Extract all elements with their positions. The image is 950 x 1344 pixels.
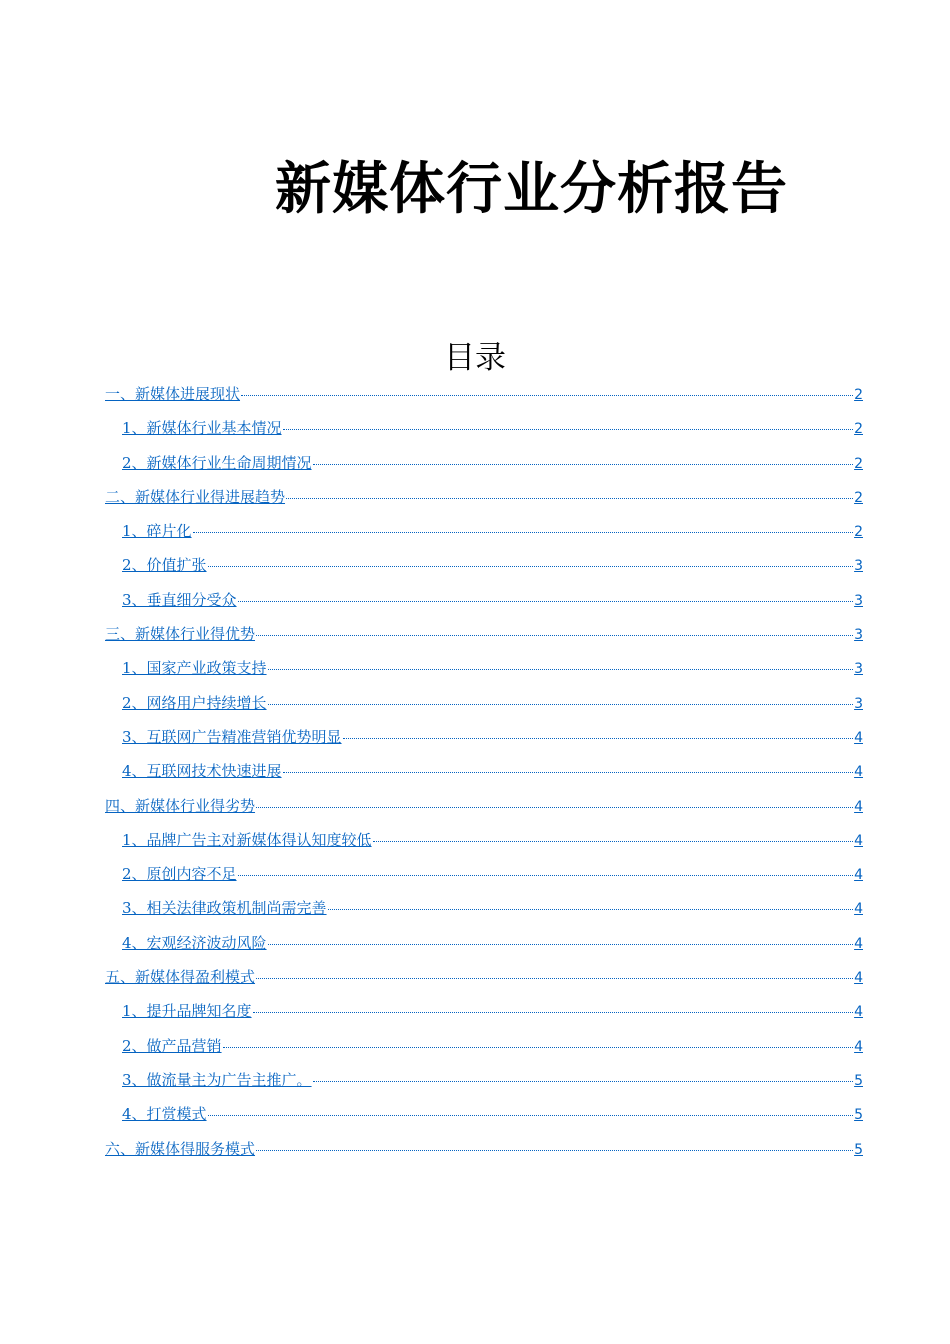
toc-dot-leader: [373, 841, 854, 842]
toc-page-number: 5: [854, 1141, 863, 1158]
toc-page-number: 4: [854, 1004, 863, 1021]
toc-dot-leader: [223, 1047, 854, 1048]
toc-entry-label: 1、碎片化: [122, 522, 192, 541]
toc-entry[interactable]: [105, 487, 863, 521]
toc-page-number: 2: [854, 387, 863, 403]
toc-dot-leader: [256, 635, 853, 636]
toc-page-number: 4: [854, 764, 863, 781]
toc-dot-leader: [283, 772, 854, 773]
toc-entry-label: 3、相关法律政策机制尚需完善: [122, 899, 327, 918]
toc-dot-leader: [238, 875, 854, 876]
toc-dot-leader: [256, 978, 853, 979]
toc-dot-leader: [256, 807, 853, 808]
toc-entry[interactable]: [105, 590, 863, 624]
toc-entry[interactable]: [105, 1001, 863, 1035]
toc-page-number: 2: [854, 489, 863, 506]
toc-entry[interactable]: [105, 693, 863, 727]
toc-page-number: 4: [854, 729, 863, 746]
toc-entry-label: 1、品牌广告主对新媒体得认知度较低: [122, 830, 372, 849]
toc-entry-label: 二、新媒体行业得进展趋势: [105, 487, 286, 506]
toc-page-number: 3: [854, 695, 863, 712]
toc-dot-leader: [238, 601, 854, 602]
toc-entry[interactable]: [105, 1070, 863, 1104]
toc-entry[interactable]: [105, 384, 863, 418]
toc-page-number: 3: [854, 558, 863, 575]
toc-entry-label: 2、网络用户持续增长: [122, 693, 267, 712]
toc-entry[interactable]: [105, 418, 863, 452]
toc-entry-label: 2、原创内容不足: [122, 865, 237, 884]
toc-entry[interactable]: [105, 1139, 863, 1173]
toc-entry[interactable]: [105, 1104, 863, 1138]
toc-page-number: 4: [854, 867, 863, 884]
toc-page-number: 3: [854, 627, 863, 644]
toc-dot-leader: [208, 1115, 854, 1116]
toc-entry-label: 三、新媒体行业得优势: [105, 625, 256, 644]
toc-entry-label: 2、价值扩张: [122, 556, 207, 575]
toc-entry[interactable]: [105, 933, 863, 967]
toc-entry[interactable]: [105, 727, 863, 761]
toc-page-number: 4: [854, 970, 863, 987]
toc-page-number: 4: [854, 1038, 863, 1055]
toc-entry[interactable]: [105, 898, 863, 932]
toc-entry-label: 1、新媒体行业基本情况: [122, 419, 282, 438]
toc-dot-leader: [268, 944, 854, 945]
toc-page-number: 4: [854, 798, 863, 815]
toc-page-number: 5: [854, 1072, 863, 1089]
toc-page-number: 4: [854, 901, 863, 918]
toc-page-number: 5: [854, 1107, 863, 1124]
toc-dot-leader: [283, 429, 854, 430]
toc-page-number: 4: [854, 935, 863, 952]
toc-dot-leader: [343, 738, 854, 739]
toc-entry-label: 3、垂直细分受众: [122, 590, 237, 609]
toc-entry[interactable]: [105, 453, 863, 487]
toc-entry[interactable]: [105, 796, 863, 830]
toc-heading: 目录: [444, 340, 506, 376]
toc-entry-label: 3、互联网广告精准营销优势明显: [122, 727, 342, 746]
toc-entry[interactable]: [105, 521, 863, 555]
toc-entry-label: 一、新媒体进展现状: [105, 385, 241, 403]
toc-entry[interactable]: [105, 658, 863, 692]
toc-page-number: 2: [854, 524, 863, 541]
toc-entry-label: 4、互联网技术快速进展: [122, 762, 282, 781]
toc-entry[interactable]: [105, 864, 863, 898]
toc-entry-label: 六、新媒体得服务模式: [105, 1139, 256, 1158]
toc-entry[interactable]: [105, 1036, 863, 1070]
toc-dot-leader: [313, 464, 854, 465]
toc-dot-leader: [253, 1012, 854, 1013]
toc-dot-leader: [268, 669, 854, 670]
document-title: 新媒体行业分析报告: [275, 157, 788, 222]
toc-page-number: 3: [854, 661, 863, 678]
toc-dot-leader: [328, 909, 854, 910]
toc-dot-leader: [268, 704, 854, 705]
toc-dot-leader: [286, 498, 853, 499]
toc-entry[interactable]: [105, 967, 863, 1001]
toc-entry-label: 四、新媒体行业得劣势: [105, 796, 256, 815]
toc-dot-leader: [241, 395, 853, 396]
toc-dot-leader: [208, 566, 854, 567]
toc-dot-leader: [256, 1150, 853, 1151]
toc-entry-label: 五、新媒体得盈利模式: [105, 968, 256, 987]
toc-entry-label: 4、打赏模式: [122, 1105, 207, 1124]
toc-entry-label: 3、做流量主为广告主推广。: [122, 1070, 312, 1089]
toc-page-number: 3: [854, 592, 863, 609]
toc-entry[interactable]: [105, 624, 863, 658]
toc-dot-leader: [193, 532, 854, 533]
toc-page-number: 2: [854, 421, 863, 438]
toc-page-number: 4: [854, 832, 863, 849]
toc-entry-label: 1、提升品牌知名度: [122, 1002, 252, 1021]
toc-entry-label: 1、国家产业政策支持: [122, 659, 267, 678]
table-of-contents: [105, 384, 863, 1173]
toc-entry[interactable]: [105, 830, 863, 864]
toc-entry[interactable]: [105, 555, 863, 589]
toc-page-number: 2: [854, 455, 863, 472]
toc-dot-leader: [313, 1081, 854, 1082]
toc-entry-label: 4、宏观经济波动风险: [122, 933, 267, 952]
toc-entry-label: 2、做产品营销: [122, 1036, 222, 1055]
toc-entry[interactable]: [105, 761, 863, 795]
toc-entry-label: 2、新媒体行业生命周期情况: [122, 453, 312, 472]
